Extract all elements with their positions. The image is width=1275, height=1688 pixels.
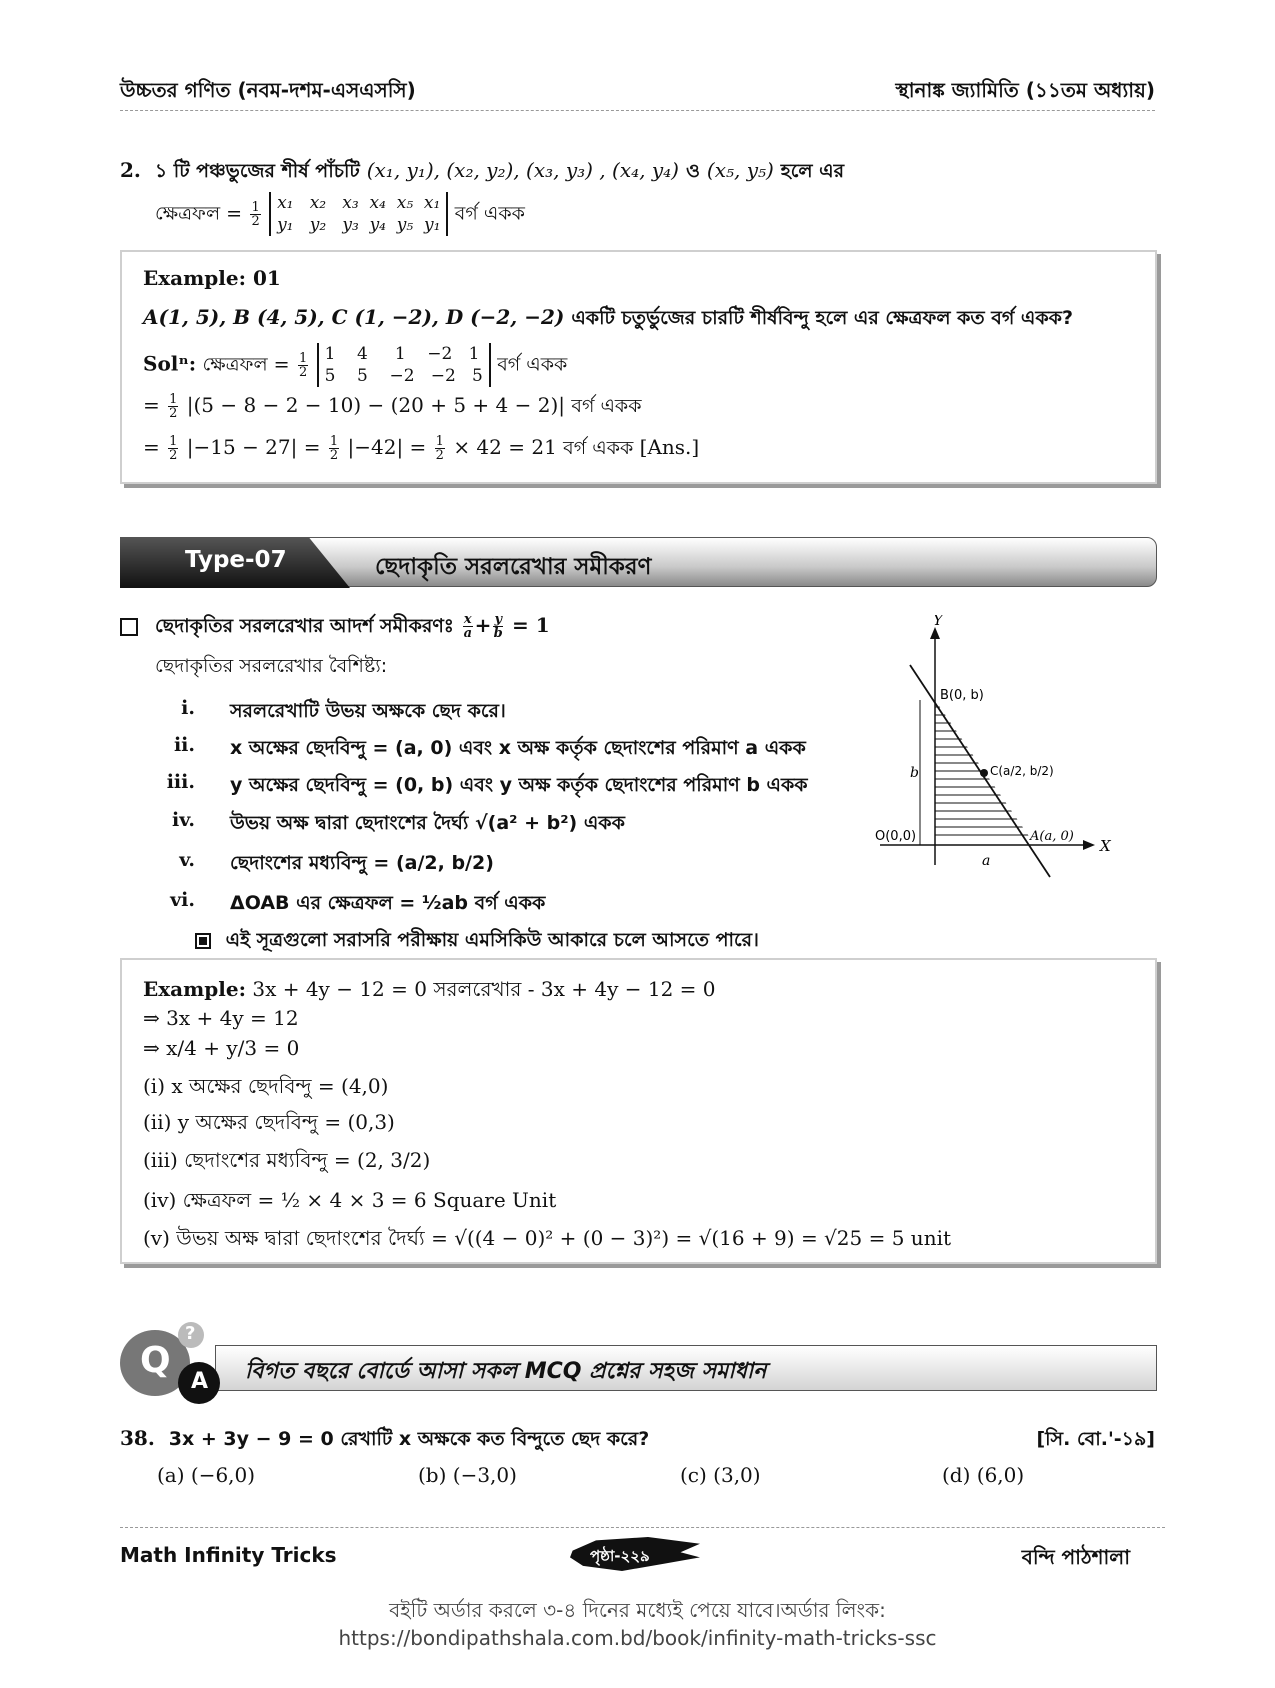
example-02-step: (iii) ছেদাংশের মধ্যবিন্দু = (2, 3/2) [143, 1148, 431, 1172]
example-02-step: ⇒ 3x + 4y = 12 [143, 1006, 299, 1030]
point-a-label: A(a, 0) [1030, 829, 1074, 844]
step2-expression: |(5 − 8 − 2 − 10) − (20 + 5 + 4 − 2)| [186, 393, 566, 417]
half-fraction: $\frac{1}{2}$ [298, 350, 308, 380]
midpoint-dot [980, 769, 988, 777]
checkbox-icon [120, 618, 138, 636]
note-square-icon [195, 933, 211, 949]
type-07-title: ছেদাকৃতি সরলরেখার সমীকরণ [375, 554, 652, 580]
list-number: vi. [170, 889, 195, 911]
standard-equation: ছেদাকৃতির সরলরেখার আদর্শ সমীকরণঃ $\frac{x}{a}$ + $\frac{y}{b}$ = 1 [120, 612, 550, 644]
exam-note-text: এই সূত্রগুলো সরাসরি পরীক্ষায় এমসিকিউ আকারে চলে আসতে পারে। [225, 929, 759, 951]
question-text: একটি চতুর্ভুজের চারটি শীর্ষবিন্দু হলে এর ক্ষেত্রফল কত বর্গ একক? [571, 307, 1073, 329]
example-01-solution-step3: = $\frac{1}{2}$ |−15 − 27| = $\frac{1}{2}$ |−42| = $\frac{1}{2}$ × 42 = 21 বর্গ একক [Ans.] [143, 434, 700, 463]
list-number: iii. [166, 771, 195, 793]
type-07-tag: Type-07 [185, 547, 287, 573]
question-text: 3x + 3y − 9 = 0 রেখাটি x অক্ষকে কত বিন্দুতে ছেদ করে? [168, 1428, 650, 1450]
example-02-step: (i) x অক্ষের ছেদবিন্দু = (4,0) [143, 1074, 389, 1098]
mcq-option-d[interactable]: (d) (6,0) [942, 1463, 1025, 1487]
unit-label: বর্গ একক [563, 437, 634, 459]
unit-label: বর্গ একক [571, 395, 642, 417]
item2-formula [155, 192, 525, 236]
a-length-label: a [982, 853, 991, 869]
point-b-label: B(0, b) [940, 688, 984, 703]
qa-logo-a: A [191, 1369, 209, 1394]
order-link[interactable]: https://bondipathshala.com.bd/book/infinity-math-tricks-ssc [338, 1626, 937, 1650]
question-number: 38. [120, 1426, 155, 1450]
order-text: বইটি অর্ডার করলে ৩-৪ দিনের মধ্যেই পেয়ে যাবে।অর্ডার লিংক: [389, 1598, 886, 1622]
mcq-option-c[interactable]: (c) (3,0) [680, 1463, 761, 1487]
item2-o: ও [685, 160, 700, 182]
example-02-title: Example: [143, 977, 246, 1001]
item-number: 2. [120, 158, 141, 182]
answer-tag: [Ans.] [639, 435, 700, 459]
question-source: [সি. বো.'-১৯] [1036, 1428, 1155, 1450]
item2-point5: (x₅, y₅) [706, 158, 774, 182]
matrix-row: x₁ x₂ x₃ x₄ x₅ x₁ [277, 193, 441, 213]
footer-right: বন্দি পাঠশালা [1021, 1545, 1130, 1569]
header-right: স্থানাঙ্ক জ্যামিতি (১১তম অধ্যায়) [895, 78, 1155, 102]
example-01-title: Example: 01 [143, 266, 281, 290]
example-02-step: (iv) ক্ষেত্রফল = ½ × 4 × 3 = 6 Square Unit [143, 1188, 557, 1212]
x-axis-arrow-icon [1083, 840, 1095, 850]
item2-statement [120, 157, 844, 189]
example-02-step: (v) উভয় অক্ষ দ্বারা ছেদাংশের দৈর্ঘ্য = √((4 − 0)² + (0 − 3)²) = √(16 + 9) = √25 = 5 unit [143, 1226, 952, 1250]
page-number: পৃষ্ঠা-২২৯ [590, 1547, 650, 1565]
header-divider [120, 110, 1155, 111]
example-01-solution-step1 [143, 343, 567, 387]
footer-divider [120, 1527, 1165, 1528]
list-item: ΔOAB এর ক্ষেত্রফল = ½ab বর্গ একক [230, 892, 546, 914]
x-axis-label: X [1100, 837, 1111, 855]
area-label: ক্ষেত্রফল = [155, 202, 243, 225]
half-fraction: $\frac{1}{2}$ [251, 199, 260, 229]
example-01-solution-step2: = $\frac{1}{2}$ |(5 − 8 − 2 − 10) − (20 + 5 + 4 − 2)| বর্গ একক [143, 392, 642, 421]
standard-equation-rhs: = 1 [511, 613, 550, 637]
example-01-question [143, 304, 1073, 336]
example-02-line [143, 975, 716, 1008]
matrix-row: 5 5 −2 −2 5 [324, 366, 483, 386]
exam-note [195, 926, 759, 958]
item2-text-b: হলে এর [780, 160, 845, 182]
list-item: x অক্ষের ছেদবিন্দু = (a, 0) এবং x অক্ষ কর্তৃক ছেদাংশের পরিমাণ a একক [230, 737, 806, 759]
example-02-step: ⇒ x/4 + y/3 = 0 [143, 1036, 300, 1060]
matrix-row: y₁ y₂ y₃ y₄ y₅ y₁ [277, 215, 441, 235]
list-number: ii. [173, 734, 195, 756]
item2-text-a: ১ টি পঞ্চভুজের শীর্ষ পাঁচটি [154, 160, 360, 182]
footer-left: Math Infinity Tricks [120, 1543, 337, 1567]
item2-points: (x₁, y₁), (x₂, y₂), (x₃, y₃) , (x₄, y₄) [366, 158, 679, 182]
origin-label: O(0,0) [875, 829, 917, 844]
mcq-option-b[interactable]: (b) (−3,0) [418, 1463, 517, 1487]
step3-part-b: |−42| = [347, 435, 427, 459]
step3-part-c: × 42 = 21 [453, 435, 557, 459]
mcq-option-a[interactable]: (a) (−6,0) [157, 1463, 256, 1487]
qa-logo-q: Q [140, 1340, 171, 1381]
point-c-label: C(a/2, b/2) [990, 764, 1054, 778]
example-02-statement: 3x + 4y − 12 = 0 সরলরেখার - 3x + 4y − 12 = 0 [252, 977, 716, 1001]
b-length-label: b [910, 765, 919, 781]
unit-label: বর্গ একক [497, 353, 568, 376]
question-points: A(1, 5), B (4, 5), C (1, −2), D (−2, −2) [143, 305, 565, 329]
vertex-matrix [269, 192, 448, 236]
matrix-row: 1 4 1 −2 1 [324, 344, 480, 364]
list-item: y অক্ষের ছেদবিন্দু = (0, b) এবং y অক্ষ কর্তৃক ছেদাংশের পরিমাণ b একক [230, 774, 808, 796]
example-02-step: (ii) y অক্ষের ছেদবিন্দু = (0,3) [143, 1110, 395, 1134]
coordinate-matrix [317, 343, 491, 387]
features-label: ছেদাকৃতির সরলরেখার বৈশিষ্ট্য: [155, 655, 388, 677]
list-number: v. [179, 849, 195, 871]
solution-label: Solⁿ: [143, 351, 197, 376]
mcq-banner-title: বিগত বছরে বোর্ডে আসা সকল MCQ প্রশ্নের সহজ সমাধান [245, 1359, 767, 1384]
question-mark-icon: ? [185, 1323, 196, 1344]
standard-equation-label: ছেদাকৃতির সরলরেখার আদর্শ সমীকরণঃ [154, 615, 454, 637]
list-item: ছেদাংশের মধ্যবিন্দু = (a/2, b/2) [230, 852, 494, 874]
y-axis-label: Y [933, 615, 943, 629]
list-number: iv. [172, 809, 195, 831]
header-left: উচ্চতর গণিত (নবম-দশম-এসএসসি) [120, 78, 416, 102]
step3-part-a: |−15 − 27| = [186, 435, 321, 459]
intercept-figure [860, 615, 1120, 890]
mcq-question [120, 1425, 649, 1457]
unit-label: বর্গ একক [454, 202, 525, 225]
area-label: ক্ষেত্রফল = [202, 353, 290, 376]
list-item: সরলরেখাটি উভয় অক্ষকে ছেদ করে। [230, 700, 506, 722]
list-number: i. [181, 697, 195, 719]
list-item: উভয় অক্ষ দ্বারা ছেদাংশের দৈর্ঘ্য √(a² + b²) একক [230, 812, 625, 834]
